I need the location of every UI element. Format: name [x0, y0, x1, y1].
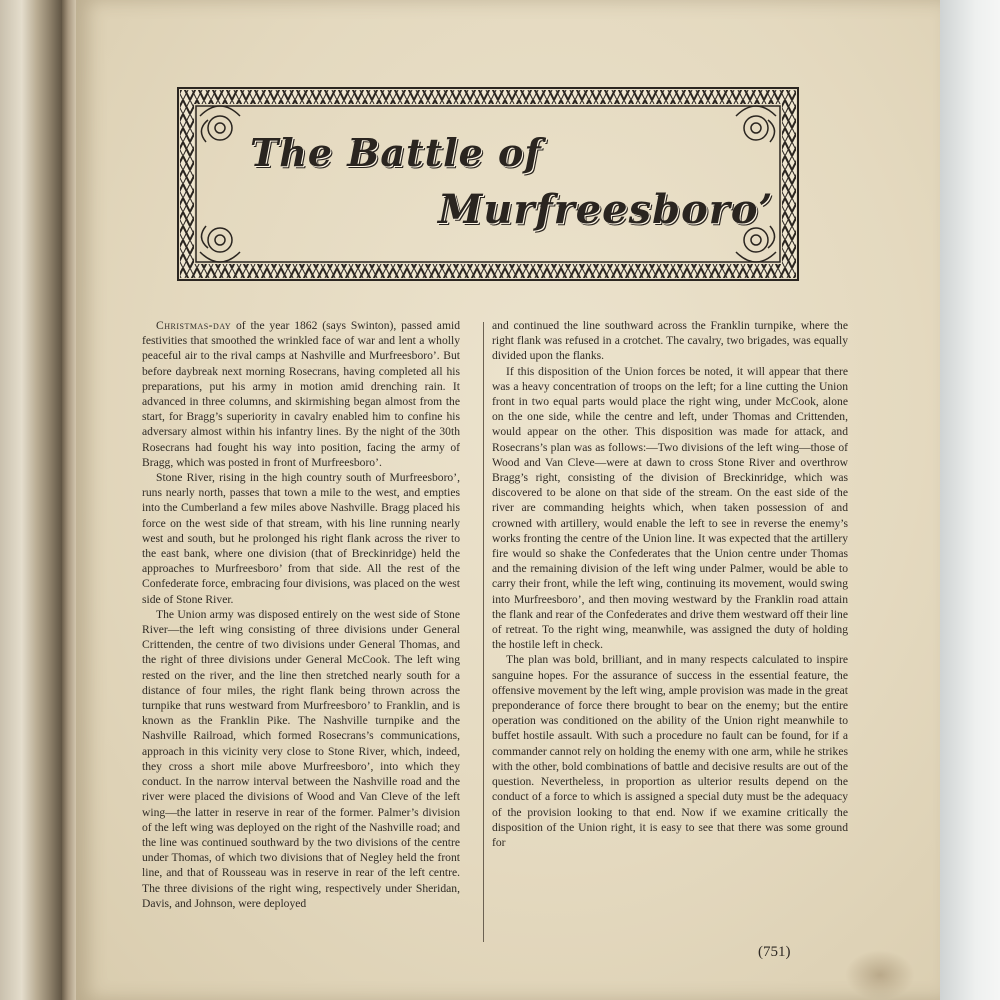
title-frame	[176, 86, 800, 282]
ornamental-border-icon	[176, 86, 800, 282]
background-surface	[940, 0, 1000, 1000]
paragraph: and continued the line southward across the Franklin turnpike, where the right flank was refused in a crotchet. The cavalry, two brigades, was equally divided upon the flanks.	[492, 319, 848, 363]
paragraph	[142, 318, 460, 470]
paragraph: If this disposition of the Union forces be noted, it will appear that there was a heavy concentration of troops on the left; for a line cutting the Union front in two equal parts would place the right wing, under McCook, alone on the one side, while the centre and left, under Thomas and Crittenden, would appear on the other. This disposition was made for attack, and Rosecrans’s plan was as follows:—Two divisions of the left wing—those of Wood and Van Cleve—were at dawn to cross Stone River and overthrow Bragg’s right, consisting of the division of Breckinridge, which was discovered to be alone on that side of the stream. On the east side of the river are commanding heights which, when taken possession of and crowned with artillery, would enable the left to see in reverse the enemy’s works fronting the centre of the Union line. It was expected that the artillery fire would so shake the Confederates that the Union centre under Thomas and the remaining division of the left wing under Palmer, would be able to carry their front, while the left wing, continuing its movement, would swing into Murfreesboro’, and then moving westward by the Franklin road attain the flank and rear of the Confederates and drive them westward off their line of retreat. To the right wing, meanwhile, was assigned the duty of holding the hostile left in check.	[492, 364, 848, 652]
right-column	[492, 318, 848, 850]
paper-stain	[845, 950, 915, 1000]
drop-lead-text: Christmas-day	[156, 319, 232, 332]
column-divider	[483, 322, 484, 942]
page-number: (751)	[758, 944, 791, 960]
paragraph: The plan was bold, brilliant, and in many respects calculated to inspire sanguine hopes. For the assurance of success in the essential feature, the offensive movement by the left wing, ample provision was made in the great preponderance of force there brought to bear on the enemy; but the entire operation was conditioned on the ability of the Union right meanwhile to buffet hostile assault. With such a procedure no fault can be found, for if a commander cannot rely on holding the enemy with one arm, while he strikes with the other, bold combinations of battle and decisive results are out of the question. Nevertheless, in proportion as ulterior results depend on the conduct of a force to which is assigned a special duty must be the adequacy of the provision looking to that end. Now if we examine critically the disposition of the Union right, it is easy to see that there was some ground for	[492, 653, 848, 849]
left-column	[142, 318, 460, 911]
title-line-1: The Battle of	[250, 130, 542, 175]
paragraph: The Union army was disposed entirely on the west side of Stone River—the left wing consisting of three divisions under General Crittenden, the centre of two divisions under General Thomas, and the right of three divisions under General McCook. The left wing rested on the river, and the line then stretched nearly south for a distance of four miles, the right flank being thrown across the turnpike that runs westward from Murfreesboro’ to Franklin, and is known as the Franklin Pike. The Nashville turnpike and the Nashville Railroad, which formed Rosecrans’s communications, approach in this vicinity very close to Stone River, which, indeed, they cross a short mile above Murfreesboro’, into which they conduct. In the narrow interval between the Nashville road and the river were placed the divisions of Wood and Van Cleve of the left wing—the latter in reserve in rear of the former. Palmer’s division of the left wing was deployed on the right of the Nashville road; and the line was continued southward by the two divisions of the centre under Thomas, of which two divisions that of Negley held the front line, and that of Rousseau was in reserve in rear of the left centre. The three divisions of the right wing, respectively under Sheridan, Davis, and Johnson, were deployed	[142, 607, 460, 910]
paragraph-text: of the year 1862 (says Swinton), passed amid festivities that smoothed the wrinkled face of war and lent a wholly peaceful air to the rival camps at Nashville and Murfreesboro’. But before daybreak next morning Rosecrans, having completed all his preparations, put his army in motion amid drenching rain. It advanced in three columns, and skirmishing began almost from the start, for Bragg’s superiority in cavalry enabled him to confine his adversary almost within his infantry lines. By the night of the 30th Rosecrans had fought his way into position, facing the army of Bragg, which was posted in front of Murfreesboro’.	[142, 319, 460, 469]
page-gutter	[62, 0, 76, 1000]
title-line-2: Murfreesboro’	[438, 186, 774, 233]
paragraph: Stone River, rising in the high country south of Murfreesboro’, runs nearly north, passes that town a mile to the west, and empties into the Cumberland a few miles above Nashville. Bragg placed his force on the west side of that stream, with his line running nearly west and south, but he prolonged his right flank across the river to the east bank, where one division (that of Breckinridge) held the approaches to Murfreesboro’ from that side. All the rest of the Confederate force, embracing four divisions, was placed on the west side of Stone River.	[142, 471, 460, 606]
book-spine	[0, 0, 62, 1000]
